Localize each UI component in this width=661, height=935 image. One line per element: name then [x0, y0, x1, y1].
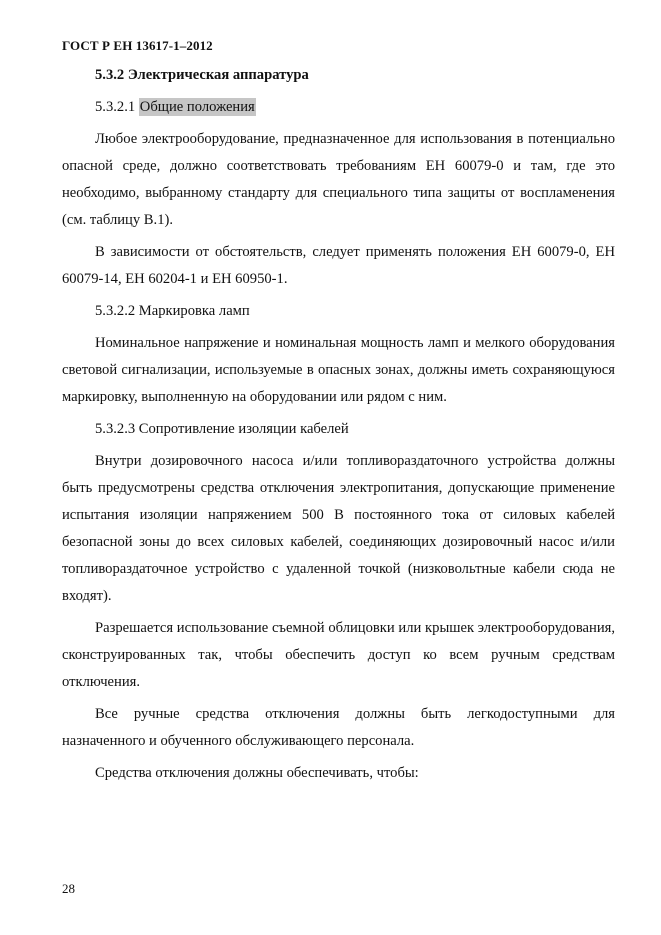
subsection-heading-cable-insulation: 5.3.2.3 Сопротивление изоляции кабелей [95, 421, 349, 437]
paragraph-cable-insulation-1: Внутри дозировочного насоса и/или топливораздаточного устройства должны быть предусмотрены средства отключения электропитания, допускающие применение испытания изоляции напряжением 500 В постоянного тока от силовых кабелей безопасной зоны до всех силовых кабелей, соединяющих дозировочный насос и/или топливораздаточное устройство с удаленной точкой (низковольтные кабели сюда не входят). [62, 453, 615, 604]
paragraph-lamp-marking: Номинальное напряжение и номинальная мощность ламп и мелкого оборудования световой сигнализации, используемые в опасных зонах, должны иметь сохраняющуюся маркировку, выполненную на оборудовании или рядом с ним. [62, 335, 615, 405]
document-body [62, 62, 615, 792]
subsection-heading-lamp-marking: 5.3.2.2 Маркировка ламп [95, 303, 250, 319]
subsection-heading-general [62, 94, 615, 121]
paragraph-cable-insulation-4: Средства отключения должны обеспечивать, чтобы: [95, 765, 419, 781]
document-header: ГОСТ Р ЕН 13617-1–2012 [62, 38, 213, 53]
paragraph-general-2: В зависимости от обстоятельств, следует применять положения ЕН 60079-0, ЕН 60079-14, ЕН 60204-1 и ЕН 60950-1. [62, 244, 615, 287]
highlighted-subsection-title: Общие положения [139, 99, 255, 115]
section-title: 5.3.2 Электрическая аппаратура [95, 67, 309, 83]
paragraph-cable-insulation-3: Все ручные средства отключения должны быть легкодоступными для назначенного и обученного обслуживающего персонала. [62, 706, 615, 749]
paragraph-cable-insulation-2: Разрешается использование съемной облицовки или крышек электрооборудования, сконструированных так, чтобы обеспечить доступ ко всем ручным средствам отключения. [62, 620, 615, 690]
subsection-number: 5.3.2.1 [95, 99, 136, 115]
page-number: 28 [62, 881, 75, 896]
paragraph-general-1: Любое электрооборудование, предназначенное для использования в потенциально опасной среде, должно соответствовать требованиям ЕН 60079-0 и там, где это необходимо, выбранному стандарту для специального типа защиты от воспламенения (см. таблицу В.1). [62, 131, 615, 228]
